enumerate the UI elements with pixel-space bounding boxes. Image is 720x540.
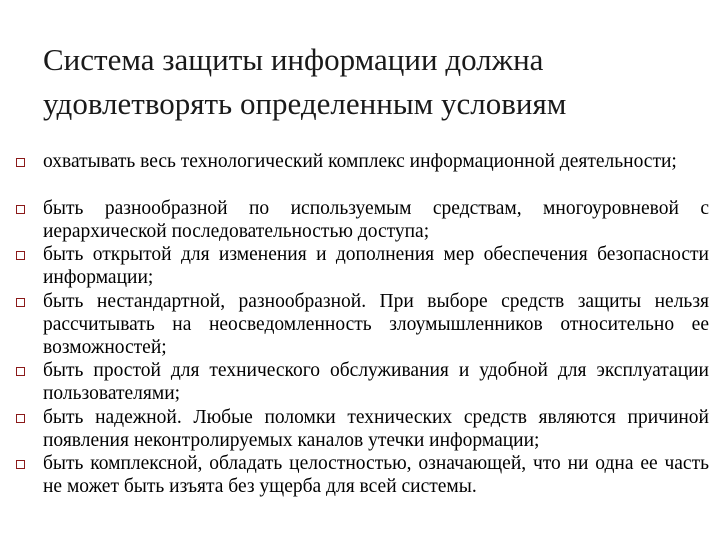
bullet-item (0, 290, 720, 360)
bullet-text: охватывать весь технологический комплекс информационной деятельности; (43, 151, 677, 172)
hollow-square-icon (16, 460, 25, 469)
bullet-item (0, 197, 720, 244)
slide-title: Система защиты информации должна удовлетворять определенным условиям (43, 42, 567, 121)
bullet-text: быть открытой для изменения и дополнения мер обеспечения безопасности информации; (43, 244, 709, 288)
hollow-square-icon (16, 367, 25, 376)
bullet-item (0, 359, 720, 406)
hollow-square-icon (16, 414, 25, 423)
hollow-square-icon (16, 205, 25, 214)
bullet-item (0, 150, 720, 197)
bullet-list (0, 150, 720, 499)
bullet-text: быть нестандартной, разнообразной. При выборе средств защиты нельзя рассчитывать на неосведомленность злоумышленников относительно ее возможностей; (43, 290, 709, 358)
hollow-square-icon (16, 251, 25, 260)
hollow-square-icon (16, 298, 25, 307)
bullet-text: быть простой для технического обслуживания и удобной для эксплуатации пользователями; (43, 360, 709, 404)
bullet-item (0, 406, 720, 453)
bullet-item (0, 243, 720, 290)
bullet-text: быть надежной. Любые поломки технических средств являются причиной появления неконтролируемых каналов утечки информации; (43, 406, 709, 451)
hollow-square-icon (16, 158, 25, 167)
bullet-item (0, 452, 720, 499)
bullet-text: быть комплексной, обладать целостностью, означающей, что ни одна ее часть не может быть изъята без ущерба для всей системы. (43, 453, 709, 497)
bullet-text: быть разнообразной по используемым средствам, многоуровневой с иерархической последовательностью доступа; (43, 197, 709, 242)
